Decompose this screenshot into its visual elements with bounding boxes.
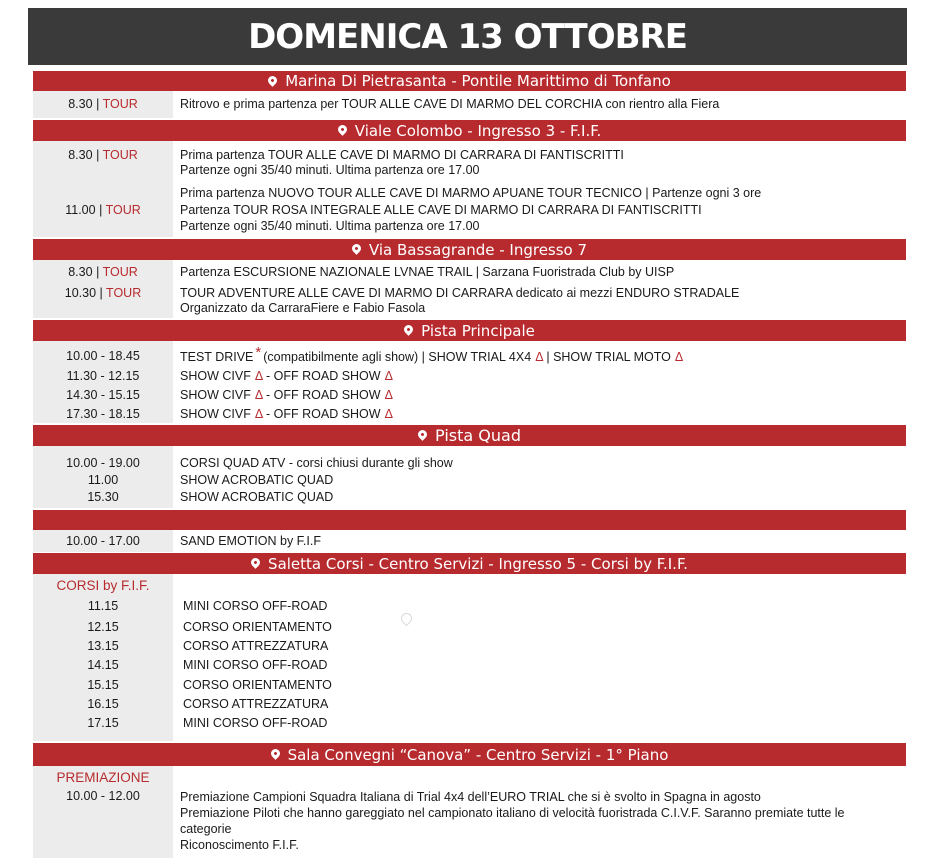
map-pin-icon (249, 556, 262, 569)
triangle-warning-icon: Δ (535, 350, 543, 364)
triangle-warning-icon: Δ (254, 369, 263, 383)
map-pin-icon (416, 428, 429, 441)
triangle-warning-icon: Δ (384, 407, 393, 421)
triangle-warning-icon: Δ (254, 407, 263, 421)
asterisk-icon: * (255, 344, 262, 361)
section-header-pista-quad: Pista Quad (33, 425, 906, 446)
map-pin-icon (336, 123, 349, 136)
triangle-warning-icon: Δ (674, 350, 684, 364)
map-pin-icon (350, 242, 363, 255)
map-pin-icon (269, 747, 282, 760)
map-pin-icon (402, 323, 415, 336)
section-header-saletta-corsi: Saletta Corsi - Centro Servizi - Ingresso 5 - Corsi by F.I.F. (33, 553, 906, 574)
section-header-bassagrande: Via Bassagrande - Ingresso 7 (33, 239, 906, 260)
section-header-pista-principale: Pista Principale (33, 320, 906, 341)
triangle-warning-icon: Δ (384, 388, 393, 402)
section-header-empty (33, 510, 906, 530)
section-header-viale-colombo: Viale Colombo - Ingresso 3 - F.I.F. (33, 120, 906, 141)
section-header-sala-convegni: Sala Convegni “Canova” - Centro Servizi - 1° Piano (33, 743, 906, 766)
map-pin-icon (266, 74, 279, 87)
triangle-warning-icon: Δ (254, 388, 263, 402)
section-header-marina: Marina Di Pietrasanta - Pontile Marittimo di Tonfano (33, 71, 906, 91)
triangle-warning-icon: Δ (384, 369, 393, 383)
page-title: DOMENICA 13 OTTOBRE (28, 8, 907, 65)
